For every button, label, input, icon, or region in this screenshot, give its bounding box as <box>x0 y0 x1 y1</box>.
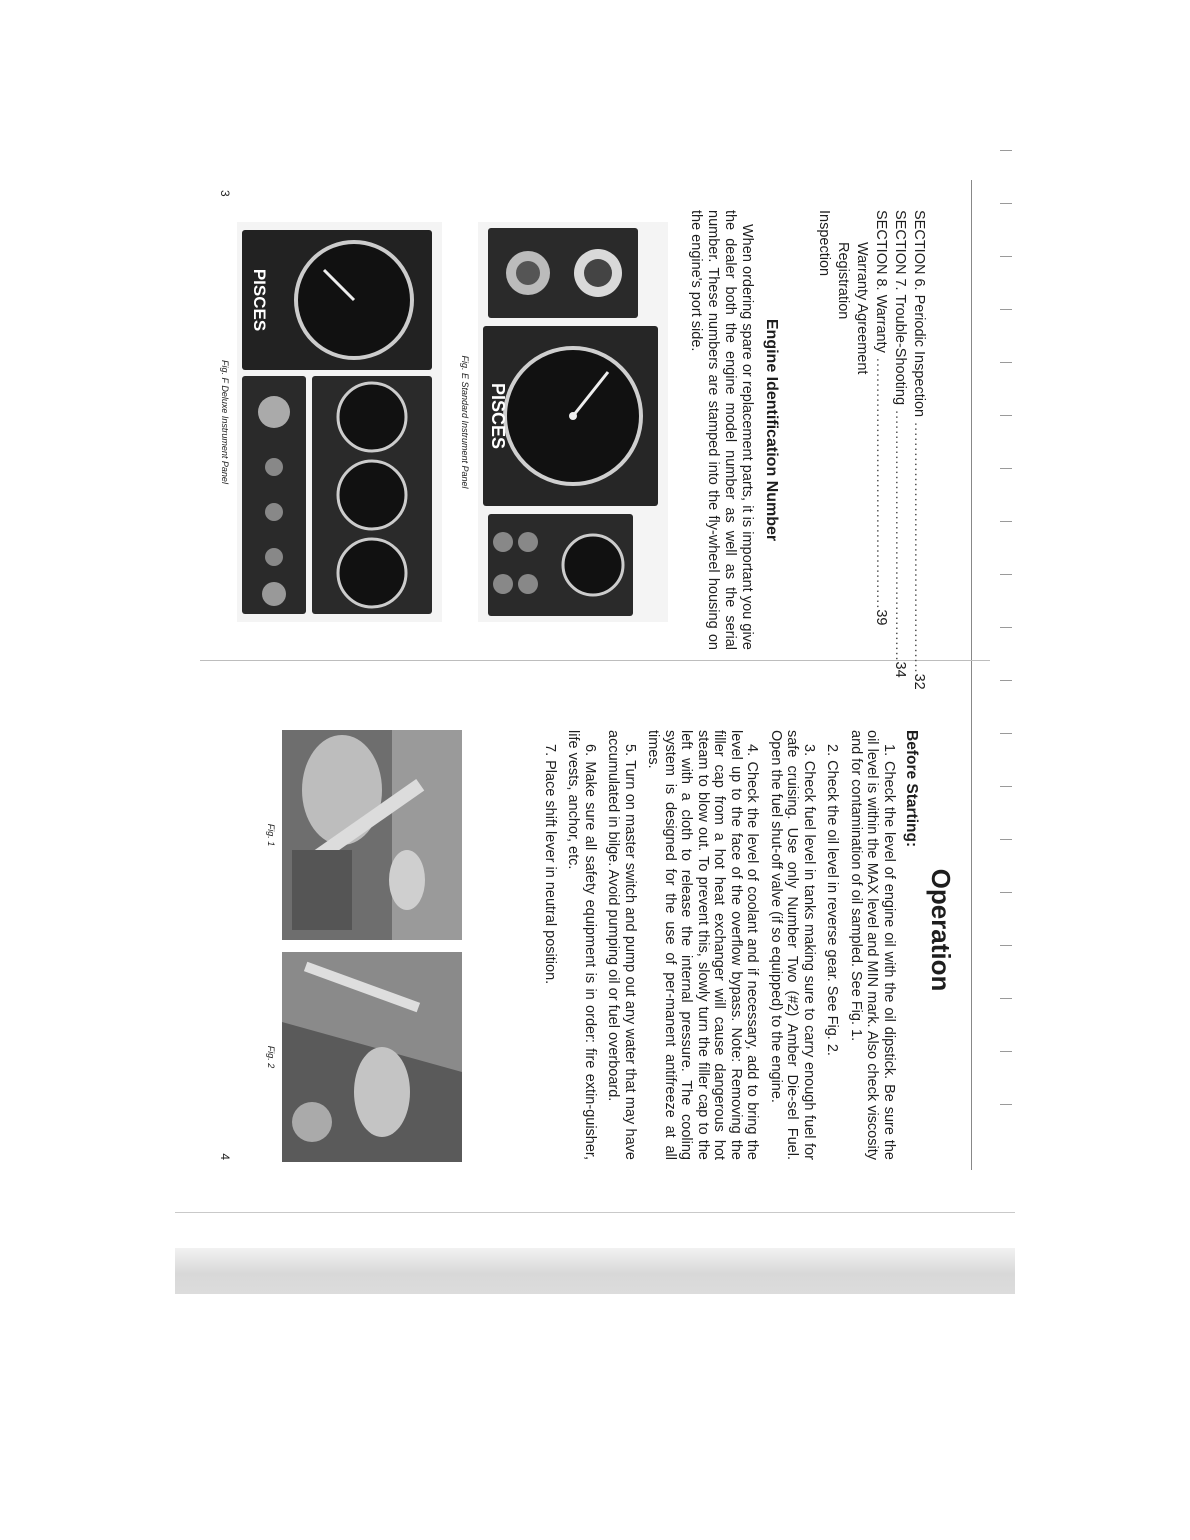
toc-label: SECTION 7. Trouble-Shooting <box>892 210 908 406</box>
identification-text: When ordering spare or replacement parts, it is important you give the dealer both the engine model number as well as the serial number. These numbers are stamped into the fly-wheel housing on the engine's port side. <box>688 210 755 650</box>
toc-label: SECTION 6. Periodic Inspection <box>911 210 927 418</box>
checklist-step: 7. Place shift lever in neutral position. <box>542 744 558 985</box>
checklist-step: 2. Check the oil level in reverse gear. See Fig. 2. <box>824 744 841 1056</box>
toc-label: SECTION 8. Warranty <box>873 210 889 353</box>
binding-edge-marks <box>1000 150 1014 1200</box>
operation-title: Operation <box>926 868 956 992</box>
page-number-left: 3 <box>218 190 232 197</box>
manual-spread <box>200 160 990 1180</box>
checklist-step: 5. Turn on master switch and pump out any water that may have accumulated in bilge. Avoid pumping oil or fuel overboard. <box>605 730 638 1160</box>
table-of-contents <box>814 210 928 690</box>
scanner-edge-line <box>175 1212 1015 1213</box>
toc-page: 39 <box>873 609 889 626</box>
right-page <box>200 680 990 1180</box>
reverse-gear-photo <box>282 952 462 1162</box>
checklist-step: 3. Check fuel level in tanks making sure to carry enough fuel for safe cruising. Use only Number Two (#2) Amber Die-sel Fuel. Open the fuel shut-off valve (if so equipped) to the engine. <box>768 730 817 1160</box>
toc-row: SECTION 7. Trouble-Shooting .................................................. 34 <box>892 210 908 678</box>
checklist-step: 4. Check the level of coolant and if necessary, add to bring the level up to the face of the overflow bypass. Note: Removing the filler cap from a hot heat exchanger will cause dangerous hot steam to blow out. To prevent this, slowly turn the filler cap to the left with a cloth to release the internal pressure. The cooling system is designed for the use of per-manent antifreeze at all times. <box>645 730 761 1160</box>
section-heading: Engine Identification Number <box>763 318 780 542</box>
deluxe-instrument-panel-photo <box>237 222 442 622</box>
checklist <box>535 730 898 1160</box>
toc-page: 34 <box>892 661 908 678</box>
page-number-right: 4 <box>218 1153 232 1160</box>
figure-2-caption: Fig. 2 <box>266 1045 276 1069</box>
toc-subitem: Inspection <box>816 210 832 277</box>
figure-f-caption: Fig. F Deluxe Instrument Panel <box>220 360 230 484</box>
brand-label: PISCES <box>250 268 269 332</box>
scanner-shadow-band <box>175 1248 1015 1294</box>
toc-subitem: Registration <box>835 242 851 320</box>
toc-row: SECTION 8. Warranty .................................................. 39 <box>873 210 889 626</box>
dipstick-photo <box>282 730 462 940</box>
toc-subitem: Warranty Agreement <box>854 242 870 375</box>
left-page <box>200 160 990 690</box>
brand-label: PISCES <box>488 382 508 450</box>
toc-page: 32 <box>911 673 927 690</box>
standard-instrument-panel-photo <box>478 222 668 622</box>
checklist-step: 1. Check the level of engine oil with the oil dipstick. Be sure the oil level is within the MAX level and MIN mark. Also check viscosity and for contamination of oil sampled. See Fig. 1. <box>848 730 897 1160</box>
checklist-step: 6. Make sure all safety equipment is in order: fire extin-guisher, life vests, anchor, etc. <box>565 730 598 1160</box>
toc-row: SECTION 6. Periodic Inspection .................................................. 32 <box>911 210 927 690</box>
before-starting-heading: Before Starting: <box>903 730 920 848</box>
figure-1-caption: Fig. 1 <box>266 823 276 847</box>
figure-e-caption: Fig. E Standard Instrument Panel <box>460 355 470 489</box>
